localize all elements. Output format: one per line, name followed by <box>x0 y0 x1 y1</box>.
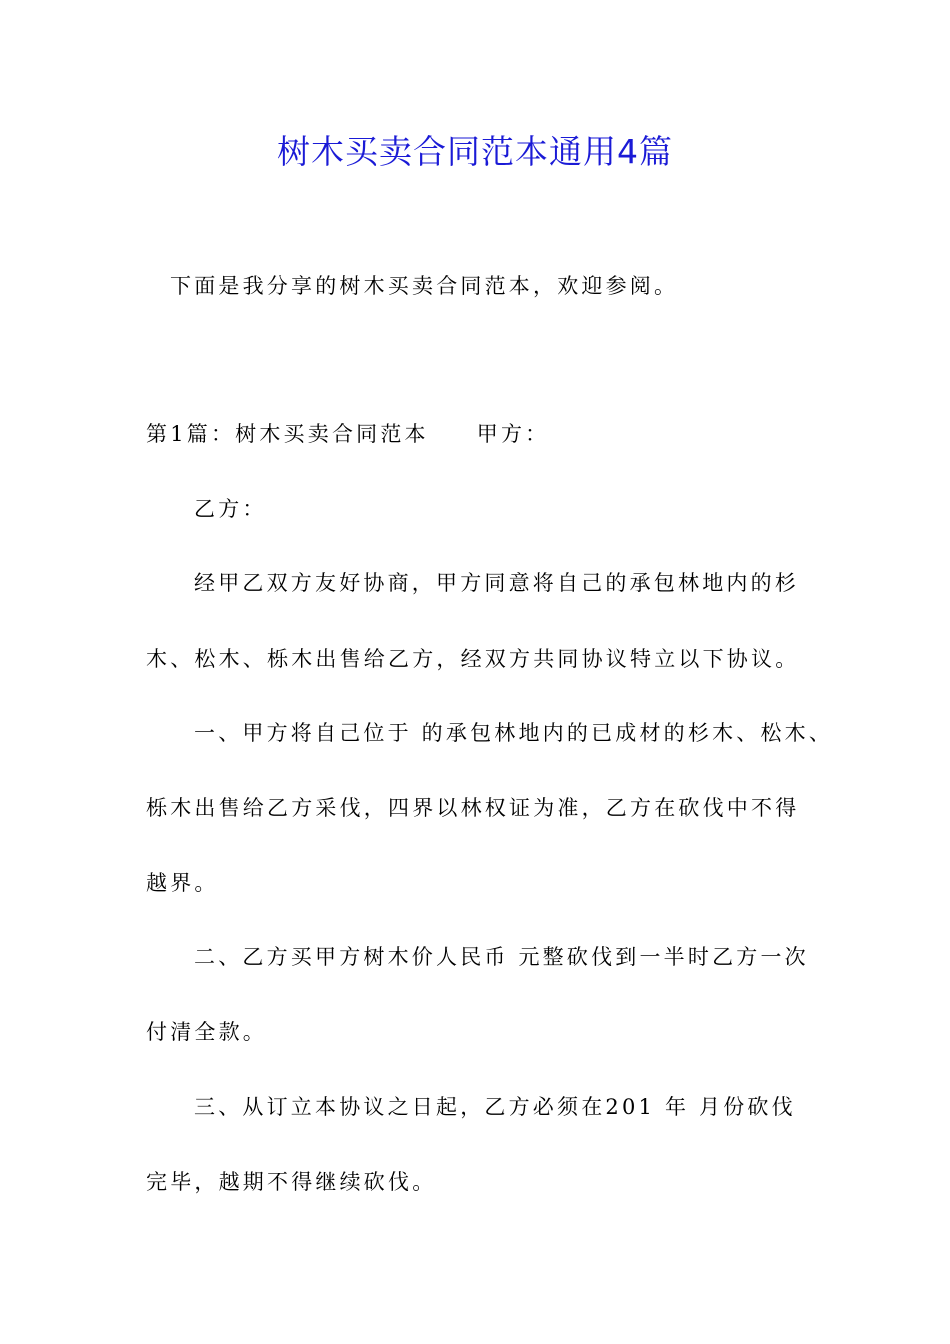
section-heading-line <box>146 414 549 454</box>
clause-1-line: 栎木出售给乙方采伐，四界以林权证为准，乙方在砍伐中不得 <box>146 796 800 820</box>
clause-3-line: 完毕，越期不得继续砍伐。 <box>146 1170 437 1194</box>
intro-paragraph: 下面是我分享的树木买卖合同范本，欢迎参阅。 <box>170 274 679 298</box>
clause-3-line: 三、从订立本协议之日起，乙方必须在201 年 月份砍伐 <box>194 1095 796 1119</box>
clause-2-line: 付清全款。 <box>146 1020 267 1044</box>
clause-1-line: 一、甲方将自己位于 的承包林地内的已成材的杉木、松木、 <box>194 721 834 745</box>
party-a-label: 甲方： <box>476 422 550 446</box>
paragraph-line: 木、松木、栎木出售给乙方，经双方共同协议特立以下协议。 <box>146 647 800 671</box>
party-b-label: 乙方： <box>194 497 267 521</box>
paragraph-line: 经甲乙双方友好协商，甲方同意将自己的承包林地内的杉 <box>194 571 799 595</box>
clause-1-line: 越界。 <box>146 871 219 895</box>
clause-2-line: 二、乙方买甲方树木价人民币 元整砍伐到一半时乙方一次 <box>194 945 809 969</box>
document-title: 树木买卖合同范本通用4篇 <box>277 132 673 171</box>
section-1-heading: 第1篇：树木买卖合同范本 <box>146 422 429 446</box>
